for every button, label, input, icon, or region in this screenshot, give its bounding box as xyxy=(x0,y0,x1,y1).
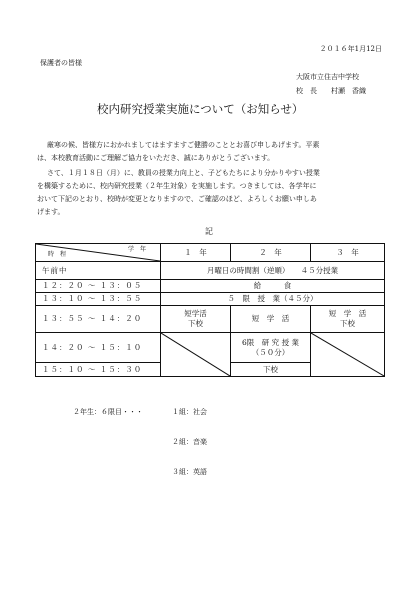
paragraph-2-line-1: さて、１月１８日（月）に、教員の授業力向上と、子どもたちにより分かりやすい授業 xyxy=(47,169,320,177)
empty-slash-cell xyxy=(161,333,231,377)
table-row xyxy=(36,306,385,333)
principal-name: 校 長 村瀬 香織 xyxy=(296,87,366,95)
recipient: 保護者の皆様 xyxy=(40,59,82,67)
time-cell: 午前中 xyxy=(36,262,161,280)
time-cell: １４：２０ ～ １５：１０ xyxy=(36,333,161,363)
school-name: 大阪市立住吉中学校 xyxy=(296,73,359,81)
paragraph-1-line-2: は、本校教育活動にご理解ご協力をいただき、誠にありがとうございます。 xyxy=(37,154,275,162)
empty-slash-cell xyxy=(311,333,385,377)
corner-grade-label: 学 年 xyxy=(127,246,146,253)
cell-line: 短 学 活 xyxy=(328,309,367,318)
grade-3-header: ３ 年 xyxy=(311,244,385,262)
table-row xyxy=(36,280,385,293)
time-cell: １３：５５ ～ １４：２０ xyxy=(36,306,161,333)
time-cell: １５：１０ ～ １５：３０ xyxy=(36,363,161,377)
paragraph-1-line-1: 厳寒の候、皆様方におかれましてはますますご健勝のこととお喜び申しあげます。平素 xyxy=(47,141,320,149)
time-cell: １３：１０ ～ １３：５５ xyxy=(36,293,161,306)
paragraph-2-line-4: げます。 xyxy=(37,208,65,216)
corner-header-cell xyxy=(36,244,161,262)
class-note-2: ２組：音楽 xyxy=(172,438,207,446)
grade-2-header: ２ 年 xyxy=(231,244,311,262)
paragraph-2-line-2: を構築するために、校内研究授業（２年生対象）を実施します。つきましては、各学年に xyxy=(37,182,317,190)
cell-line: 短学活 xyxy=(184,309,207,318)
notes-lead: ２年生：６限目・・・ xyxy=(73,408,143,416)
schedule-cell: 短 学 活 xyxy=(231,306,311,333)
table-row xyxy=(36,262,385,280)
paragraph-2-line-3: おいて下記のとおり、校時が変更となりますので、ご確認のほど、よろしくお願い申しあ xyxy=(37,195,317,203)
cell-line: 下校 xyxy=(188,319,203,328)
schedule-cell: 下校 xyxy=(231,363,311,377)
class-note-1: １組：社会 xyxy=(172,408,207,416)
table-row xyxy=(36,293,385,306)
schedule-cell xyxy=(311,306,385,333)
page-title: 校内研究授業実施について（お知らせ） xyxy=(97,102,304,116)
corner-time-label: 時 程 xyxy=(48,251,67,258)
class-note-3: ３組：英語 xyxy=(172,468,207,476)
ki-heading: 記 xyxy=(205,227,213,236)
time-cell: １２：２０ ～ １３：０５ xyxy=(36,280,161,293)
grade-1-header: １ 年 xyxy=(161,244,231,262)
schedule-table xyxy=(35,243,385,377)
schedule-cell xyxy=(161,306,231,333)
schedule-cell: 給 食 xyxy=(161,280,385,293)
diagonal-line xyxy=(161,333,230,376)
document-date: ２０１６年1月12日 xyxy=(319,45,382,53)
cell-line: （５０分） xyxy=(251,347,290,357)
schedule-cell xyxy=(231,333,311,363)
schedule-cell: ５ 限 授 業（４５分） xyxy=(161,293,385,306)
diagonal-line xyxy=(311,333,384,376)
cell-line: 下校 xyxy=(340,319,355,328)
table-row xyxy=(36,333,385,363)
schedule-cell: 月曜日の時間割（逆順） ４５分授業 xyxy=(161,262,385,280)
cell-line: 6限 研 究 授 業 xyxy=(242,337,299,347)
table-header-row xyxy=(36,244,385,262)
